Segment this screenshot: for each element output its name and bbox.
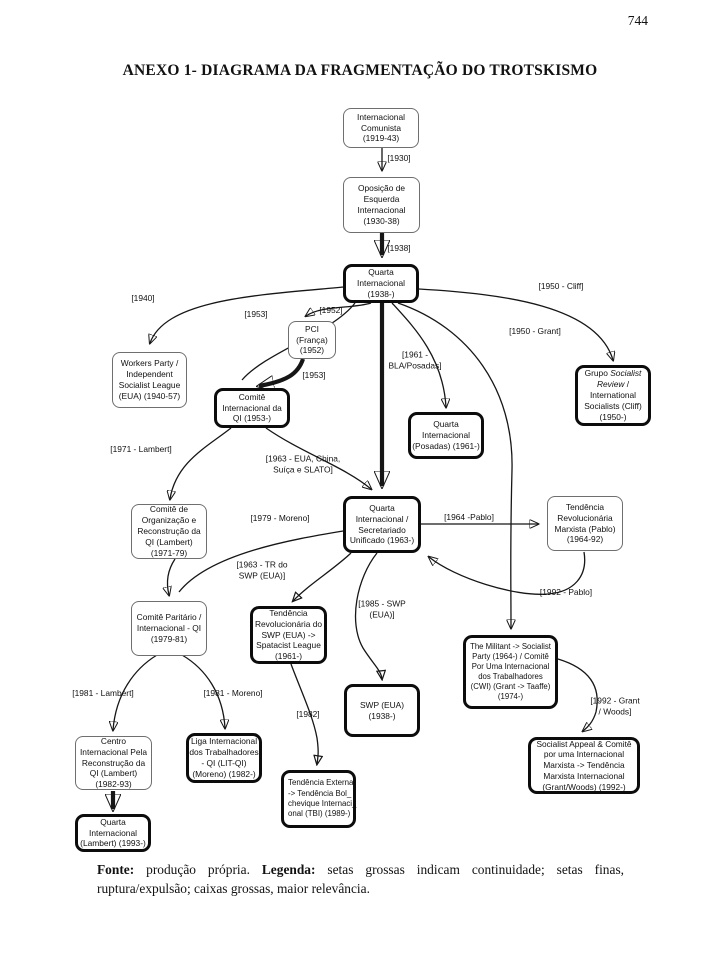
page-title: ANEXO 1- DIAGRAMA DA FRAGMENTAÇÃO DO TROTSKISMO [122,62,598,79]
edge-label-l-1950-cliff: [1950 - Cliff] [538,280,584,291]
node-internacional-comunista: Internacional Comunista (1919-43) [343,108,419,148]
node-the-militant-cwi: The Militant -> Socialist Party (1964-) / Comitê Por Uma Internacional dos Trabalhadores (CWI) (Grant -> Taaffe) (1974-) [463,635,558,709]
node-oposicao-esquerda-internacional: Oposição de Esquerda Internacional (1930-38) [343,177,420,233]
edge-label-l-1940: [1940] [131,292,155,303]
edge-label-l-1981-lambert: [1981 - Lambert] [72,687,134,698]
edge-label-l-1930: [1930] [387,152,411,163]
node-comite-internacional-qi: Comitê Internacional da QI (1953-) [214,388,290,428]
edge-ocrqi-to-paritario [167,559,175,595]
node-quarta-internacional-lambert: Quarta Internacional (Lambert) (1993-) [75,814,151,852]
legenda-label: Legenda: [261,862,316,877]
edge-label-l-1963-reunificacao: [1963 - EUA, China, Suíça e SLATO] [265,453,341,474]
edge-label-l-1950-grant: [1950 - Grant] [509,325,561,336]
legenda-text: setas grossas indicam continuidade; setas finas, ruptura/expulsão; caixas grossas, maior relevância. [97,862,625,897]
edge-label-l-1952: [1952] [319,304,343,315]
edge-1953-pci-to-comite-internacional [259,359,303,386]
fonte-label: Fonte: [97,862,135,877]
edge-1963-tr-swp [293,553,351,601]
edge-1971-lambert [170,428,231,499]
node-workers-party-isl: Workers Party / Independent Socialist League (EUA) (1940-57) [112,352,187,408]
edge-label-l-1953-ci: [1953] [244,308,268,319]
node-pci-franca: PCI (França) (1952) [288,321,336,359]
edge-label-l-1981-moreno: [1981 - Moreno] [203,687,263,698]
node-comite-paritario: Comitê Paritário / Internacional - QI (1979-81) [131,601,207,656]
edge-label-l-1985-swp: [1985 - SWP (EUA)] [358,598,406,619]
node-grupo-socialist-review: Grupo Socialist Review / International Socialists (Cliff) (1950-) [575,365,651,426]
node-quarta-internacional-1938: Quarta Internacional (1938-) [343,264,419,303]
node-qi-secretariado-unificado: Quarta Internacional / Secretariado Unificado (1963-) [343,496,421,553]
node-comite-organizacao-reconstrucao: Comitê de Organização e Reconstrução da QI (Lambert) (1971-79) [131,504,207,559]
edge-label-l-1961-posadas: [1961 - BLA/Posadas] [388,349,442,370]
node-tendencia-rev-swp-spatacist: Tendência Revolucionária do SWP (EUA) -> Spatacist League (1961-) [250,606,327,664]
edge-label-l-1992-grant-woods: [1992 - Grant / Woods] [590,695,640,716]
edge-label-l-1971-lambert: [1971 - Lambert] [110,443,172,454]
edge-label-l-1963-tr-swp: [1963 - TR do SWP (EUA)] [236,559,288,580]
edge-label-l-1979-moreno: [1979 - Moreno] [250,512,310,523]
fonte-text: produção própria. [134,862,262,877]
node-tendencia-externa-tbi: Tendência Externa -> Tendência Bol_ chevique Internaci_ onal (TBI) (1989-) [281,770,356,828]
node-liga-internacional-lit-qi: Liga Internacional dos Trabalhadores - QI (LIT-QI) (Moreno) (1982-) [186,733,262,783]
node-quarta-internacional-posadas: Quarta Internacional (Posadas) (1961-) [408,412,484,459]
edge-label-l-1938: [1938] [387,242,411,253]
node-centro-internacional-reconstrucao: Centro Internacional Pela Reconstrução da QI (Lambert) (1982-93) [75,736,152,790]
edge-label-l-1982: [1982] [296,708,320,719]
edge-1950-cliff [419,289,613,360]
page-number: 744 [627,13,648,28]
node-swp-eua: SWP (EUA) (1938-) [344,684,420,737]
edge-label-l-1992-pablo: [1992 - Pablo] [539,586,593,597]
edge-label-l-1964-pablo: [1964 -Pablo] [444,511,494,522]
node-socialist-appeal-tmi: Socialist Appeal & Comitê por uma Internacional Marxista -> Tendência Marxista Internacional (Grant/Woods) (1992-) [528,737,640,794]
edge-label-l-1953-pci: [1953] [302,369,326,380]
node-tendencia-rev-marxista-pablo: Tendência Revolucionária Marxista (Pablo) (1964-92) [547,496,623,551]
